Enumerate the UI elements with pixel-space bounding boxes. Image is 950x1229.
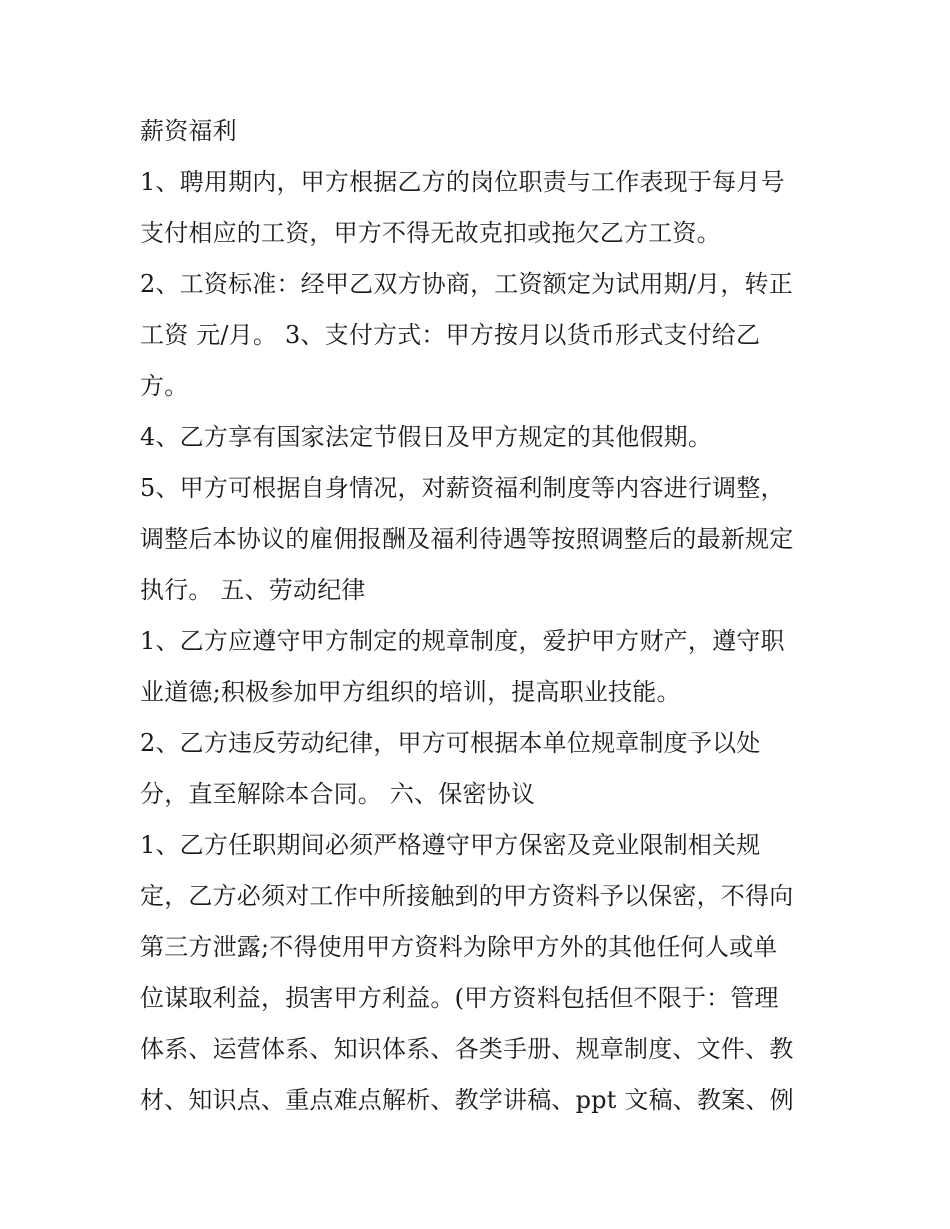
paragraph-line: 方。 <box>140 372 189 400</box>
paragraph-line: 支付相应的工资，甲方不得无故克扣或拖欠乙方工资。 <box>140 219 721 247</box>
paragraph-line: 1、聘用期内，甲方根据乙方的岗位职责与工作表现于每月号 <box>140 168 785 196</box>
paragraph-line: 1、乙方任职期间必须严格遵守甲方保密及竞业限制相关规 <box>140 831 761 859</box>
paragraph-line: 5、甲方可根据自身情况，对薪资福利制度等内容进行调整， <box>140 474 785 502</box>
paragraph-line: 2、乙方违反劳动纪律，甲方可根据本单位规章制度予以处 <box>140 729 761 757</box>
paragraph-line: 业道德;积极参加甲方组织的培训，提高职业技能。 <box>140 678 681 706</box>
paragraph-line: 第三方泄露;不得使用甲方资料为除甲方外的其他任何人或单 <box>140 933 778 961</box>
paragraph-line: 位谋取利益，损害甲方利益。(甲方资料包括但不限于：管理 <box>140 984 779 1012</box>
paragraph-line: 2、工资标准：经甲乙双方协商，工资额定为试用期/月，转正 <box>140 270 793 298</box>
section-heading-salary: 薪资福利 <box>140 117 237 145</box>
paragraph-line: 1、乙方应遵守甲方制定的规章制度，爱护甲方财产，遵守职 <box>140 627 785 655</box>
paragraph-line: 执行。 五、劳动纪律 <box>140 576 366 604</box>
paragraph-line: 工资 元/月。 3、支付方式：甲方按月以货币形式支付给乙 <box>140 321 761 349</box>
paragraph-line: 调整后本协议的雇佣报酬及福利待遇等按照调整后的最新规定 <box>140 525 794 553</box>
paragraph-line: 分，直至解除本合同。 六、保密协议 <box>140 780 536 808</box>
paragraph-line: 定，乙方必须对工作中所接触到的甲方资料予以保密，不得向 <box>140 882 794 910</box>
document-body <box>140 106 820 1126</box>
paragraph-line: 材、知识点、重点难点解析、教学讲稿、ppt 文稿、教案、例 <box>140 1086 794 1114</box>
paragraph-line: 4、乙方享有国家法定节假日及甲方规定的其他假期。 <box>140 423 713 451</box>
paragraph-line: 体系、运营体系、知识体系、各类手册、规章制度、文件、教 <box>140 1035 794 1063</box>
